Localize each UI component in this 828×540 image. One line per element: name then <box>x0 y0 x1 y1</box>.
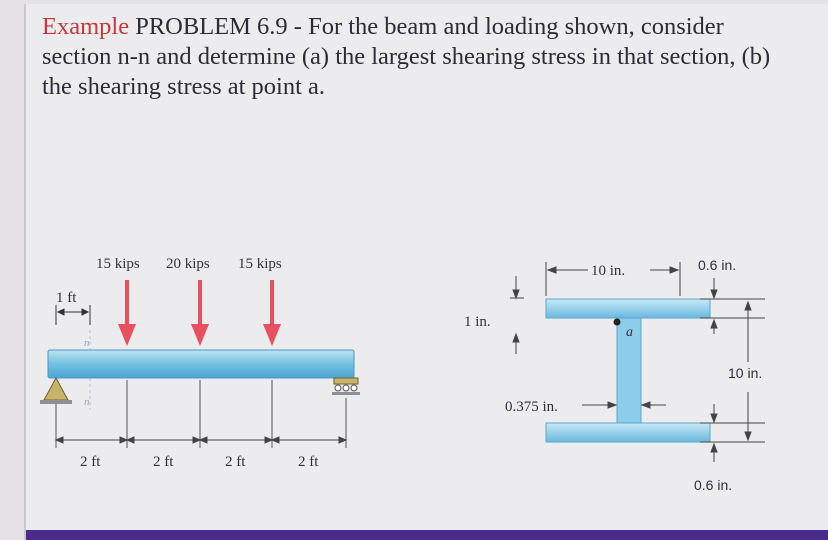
point-a-marker <box>614 319 621 326</box>
span-label-3: 2 ft <box>225 454 246 470</box>
web-depth-label: 10 in. <box>728 365 763 381</box>
i-section <box>546 299 710 442</box>
overhang-label: 1 ft <box>56 290 77 306</box>
load-arrow-3 <box>263 280 281 346</box>
section-label-bottom: n <box>84 396 90 408</box>
top-gap-dimension <box>510 276 524 354</box>
beam <box>48 350 354 378</box>
flange-width-label: 10 in. <box>591 263 626 279</box>
span-extension-lines <box>56 380 346 448</box>
span-label-4: 2 ft <box>298 454 319 470</box>
bottom-flange-thickness-label: 0.6 in. <box>694 477 733 493</box>
load-label-3: 15 kips <box>238 256 282 272</box>
top-gap-label: 1 in. <box>464 314 491 330</box>
span-label-2: 2 ft <box>153 454 174 470</box>
span-dimension <box>56 437 346 443</box>
span-label-1: 2 ft <box>80 454 101 470</box>
overhang-dimension <box>56 305 90 325</box>
problem-prefix: Example <box>42 13 130 40</box>
top-flange-thickness-label: 0.6 in. <box>698 257 737 273</box>
load-arrow-2 <box>191 280 209 346</box>
load-arrow-1 <box>118 280 136 346</box>
load-label-1: 15 kips <box>96 256 140 272</box>
problem-text: PROBLEM 6.9 - For the beam and loading shown, consider section n-n and determine (a) the largest shearing stress in that section, (b) the shearing stress at point a. <box>42 13 771 100</box>
web-thickness-label: 0.375 in. <box>505 399 558 415</box>
load-label-2: 20 kips <box>166 256 210 272</box>
pin-support <box>40 378 72 404</box>
section-label-top: n <box>84 337 90 349</box>
roller-support <box>332 378 360 395</box>
point-a-label: a <box>626 325 633 340</box>
